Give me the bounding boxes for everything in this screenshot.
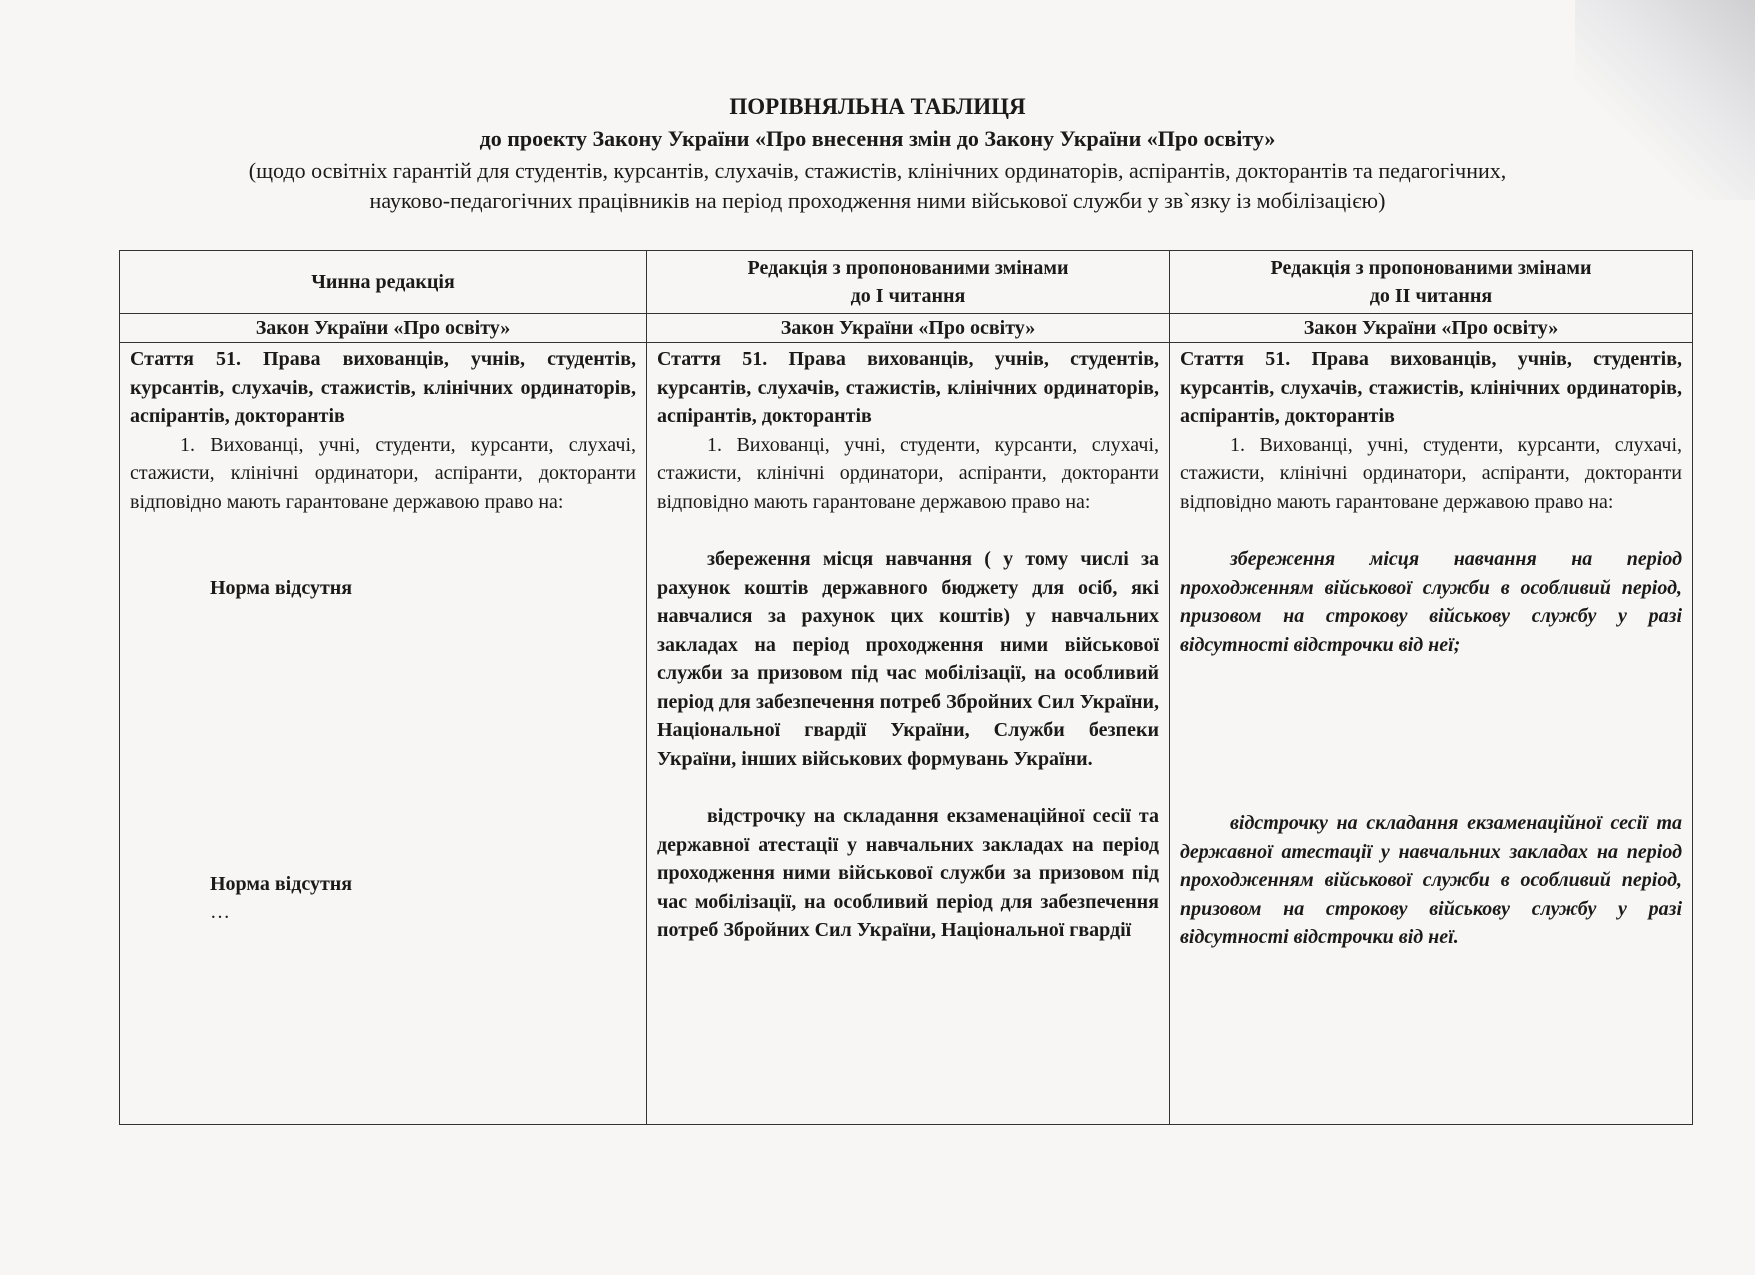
content-row [120, 343, 1693, 1125]
current-text-cell [120, 343, 647, 1125]
paragraph-1: 1. Вихованці, учні, студенти, курсанти, слухачі, стажисти, клінічні ординатори, аспіранти, докторанти відповідно мають гарантоване державою право на: [130, 433, 636, 513]
column-header-first-reading: Редакція з пропонованими змінами до І читання [647, 251, 1170, 314]
ellipsis: … [210, 901, 230, 923]
law-name: Закон України «Про освіту» [647, 314, 1170, 343]
law-row [120, 314, 1693, 343]
proposed-item-2: відстрочку на складання екзаменаційної сесії та державної атестації у навчальних закладах на період проходження ними військової служби за призовом під час мобілізації, на особливий період для забезпечення потреб Збройних Сил України, Національної гвардії [657, 805, 1159, 941]
proposed-item-1: збереження місця навчання ( у тому числі за рахунок коштів державного бюджету для осіб, які навчалися за рахунок цих коштів) у навчальних закладах на період проходження ними військової служби за призовом під час мобілізації, на особливий період для забезпечення потреб Збройних Сил України, Національної гвардії України, Служби безпеки України, інших військових формувань України. [657, 548, 1159, 770]
proposed-item-2: відстрочку на складання екзаменаційної сесії та державної атестації у навчальних закладах на період проходженням військової служби в особливий період, призовом на строкову військову службу у разі відсутності відстрочки від неї. [1180, 812, 1682, 948]
law-name: Закон України «Про освіту» [1170, 314, 1693, 343]
norm-absent: Норма відсутня [210, 577, 353, 599]
article-title: Стаття 51. Права вихованців, учнів, студентів, курсантів, слухачів, стажистів, клінічних ординаторів, аспірантів, докторантів [657, 348, 1159, 427]
article-title: Стаття 51. Права вихованців, учнів, студентів, курсантів, слухачів, стажистів, клінічних ординаторів, аспірантів, докторантів [1180, 348, 1682, 427]
document-description-line2: науково-педагогічних працівників на період проходження ними військової служби у зв`язку із мобілізацією) [369, 188, 1386, 213]
document-subtitle: до проекту Закону України «Про внесення змін до Закону України «Про освіту» [479, 126, 1276, 151]
header-row [120, 251, 1693, 314]
second-reading-text-cell [1170, 343, 1693, 1125]
article-title: Стаття 51. Права вихованців, учнів, студентів, курсантів, слухачів, стажистів, клінічних ординаторів, аспірантів, докторантів [130, 348, 636, 427]
document-description-line1: (щодо освітніх гарантій для студентів, курсантів, слухачів, стажистів, клінічних ординаторів, аспірантів, докторантів та педагогічних, [248, 158, 1507, 183]
document-title: ПОРІВНЯЛЬНА ТАБЛИЦЯ [729, 94, 1026, 119]
first-reading-text-cell [647, 343, 1170, 1125]
paragraph-1: 1. Вихованці, учні, студенти, курсанти, слухачі, стажисти, клінічні ординатори, аспіранти, докторанти відповідно мають гарантоване державою право на: [657, 433, 1159, 513]
comparison-table [119, 250, 1693, 1125]
proposed-item-1: збереження місця навчання на період проходженням військової служби в особливий період, призовом на строкову військову службу у разі відсутності відстрочки від неї; [1180, 548, 1682, 656]
column-header-second-reading: Редакція з пропонованими змінами до ІІ читання [1170, 251, 1693, 314]
norm-absent: Норма відсутня [210, 872, 353, 895]
law-name: Закон України «Про освіту» [120, 314, 647, 343]
column-header-current: Чинна редакція [120, 251, 647, 314]
paragraph-1: 1. Вихованці, учні, студенти, курсанти, слухачі, стажисти, клінічні ординатори, аспіранти, докторанти відповідно мають гарантоване державою право на: [1180, 433, 1682, 513]
